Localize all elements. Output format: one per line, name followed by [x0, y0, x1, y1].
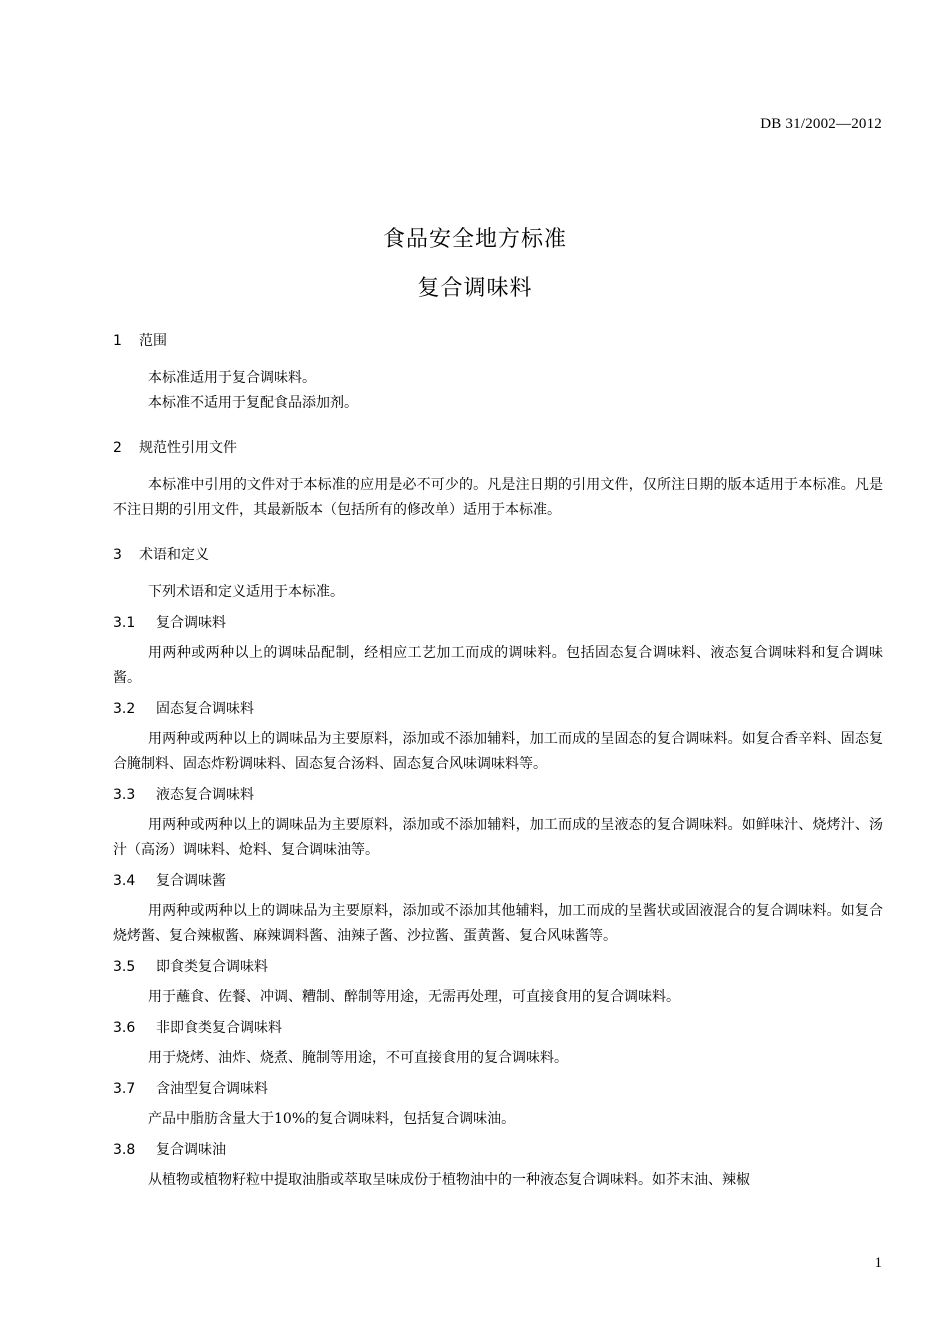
term-heading	[113, 783, 883, 807]
term-title: 复合调味酱	[156, 873, 226, 889]
paragraph: 本标准适用于复合调味料。	[148, 370, 316, 386]
section-title: 术语和定义	[139, 547, 209, 563]
term-number: 3.7	[113, 1081, 136, 1097]
section-heading-scope	[113, 329, 883, 353]
paragraph: 下列术语和定义适用于本标准。	[148, 584, 344, 600]
standard-code: DB 31/2002—2012	[760, 116, 882, 132]
section-heading-normative-references	[113, 436, 883, 460]
term-definition: 用两种或两种以上的调味品为主要原料，添加或不添加辅料，加工而成的呈液态的复合调味料。如鲜味汁、烧烤汁、汤汁（高汤）调味料、炝料、复合调味油等。	[113, 817, 883, 858]
term-definition: 用两种或两种以上的调味品为主要原料，添加或不添加辅料，加工而成的呈固态的复合调味料。如复合香辛料、固态复合腌制料、固态炸粉调味料、固态复合汤料、固态复合风味调味料等。	[113, 731, 883, 772]
term-title: 复合调味料	[156, 615, 226, 631]
term-title: 含油型复合调味料	[156, 1081, 268, 1097]
term-definition: 产品中脂肪含量大于10%的复合调味料，包括复合调味油。	[148, 1111, 516, 1127]
term-title: 固态复合调味料	[156, 701, 254, 717]
term-heading	[113, 1077, 883, 1101]
term-heading	[113, 955, 883, 979]
term-number: 3.3	[113, 787, 136, 803]
term-heading	[113, 611, 883, 635]
section-number: 2	[113, 440, 122, 456]
term-heading	[113, 1138, 883, 1162]
document-title: 食品安全地方标准	[382, 227, 567, 252]
term-number: 3.4	[113, 873, 136, 889]
term-heading	[113, 1016, 883, 1040]
term-definition: 用两种或两种以上的调味品配制，经相应工艺加工而成的调味料。包括固态复合调味料、液态复合调味料和复合调味酱。	[113, 645, 883, 686]
term-number: 3.2	[113, 701, 136, 717]
term-title: 液态复合调味料	[156, 787, 254, 803]
term-number: 3.8	[113, 1142, 136, 1158]
paragraph: 本标准不适用于复配食品添加剂。	[148, 395, 358, 411]
term-title: 非即食类复合调味料	[156, 1020, 282, 1036]
term-heading	[113, 697, 883, 721]
term-heading	[113, 869, 883, 893]
term-number: 3.5	[113, 959, 136, 975]
term-definition: 从植物或植物籽粒中提取油脂或萃取呈味成份于植物油中的一种液态复合调味料。如芥末油、辣椒	[148, 1172, 750, 1188]
term-definition: 用于蘸食、佐餐、冲调、糟制、醉制等用途，无需再处理，可直接食用的复合调味料。	[148, 989, 680, 1005]
term-number: 3.6	[113, 1020, 136, 1036]
term-definition: 用两种或两种以上的调味品为主要原料，添加或不添加其他辅料，加工而成的呈酱状或固液混合的复合调味料。如复合烧烤酱、复合辣椒酱、麻辣调料酱、油辣子酱、沙拉酱、蛋黄酱、复合风味酱等。	[113, 903, 883, 944]
term-number: 3.1	[113, 615, 136, 631]
term-title: 即食类复合调味料	[156, 959, 268, 975]
section-heading-terms-definitions	[113, 543, 883, 567]
term-title: 复合调味油	[156, 1142, 226, 1158]
paragraph: 本标准中引用的文件对于本标准的应用是必不可少的。凡是注日期的引用文件，仅所注日期的版本适用于本标准。凡是不注日期的引用文件，其最新版本（包括所有的修改单）适用于本标准。	[113, 477, 883, 518]
section-title: 范围	[139, 333, 167, 349]
document-subtitle: 复合调味料	[417, 276, 533, 301]
section-number: 1	[113, 333, 122, 349]
section-number: 3	[113, 547, 122, 563]
document-body	[113, 329, 883, 1193]
page-number: 1	[874, 1255, 882, 1271]
term-definition: 用于烧烤、油炸、烧煮、腌制等用途，不可直接食用的复合调味料。	[148, 1050, 568, 1066]
section-title: 规范性引用文件	[139, 440, 237, 456]
